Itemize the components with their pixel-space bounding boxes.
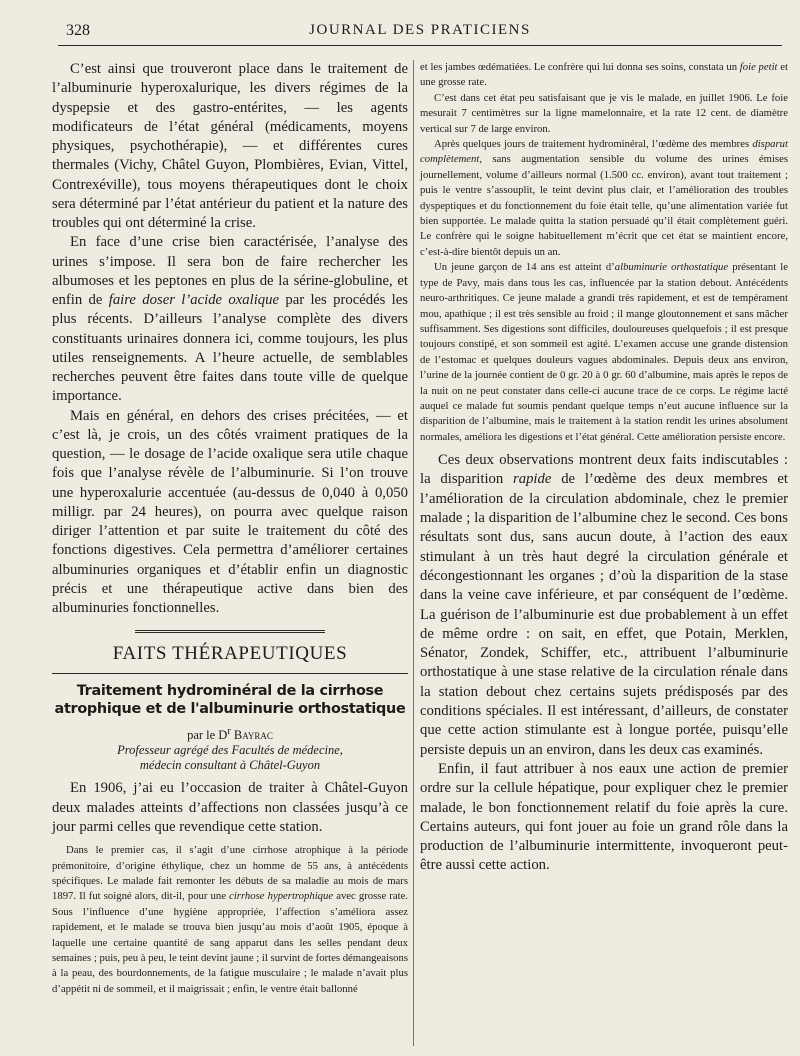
section-rule (52, 673, 408, 674)
paragraph: Ces deux observations montrent deux faits indiscutables : la disparition rapide de l’œdème des deux membres et l’amélioration de la circulation abdominale, chez le premier malade ; la disparition de l’albumine chez le second. Ces bons résultats sont dus, sans aucun doute, à l’action des eaux stimulant à un très haut degré la circulation générale et décongestionnant les organes ; d’où la disparition de la stase dans la veine cave inférieure, et par conséquent de l’œdème. La guérison de l’albuminurie est due probablement à un effet de même ordre : on sait, en effet, que Potain, Merklen, Sénator, Zondek, Schiffer, etc., attribuent l’albuminurie orthostatique à une stase relative de la circulation rénale dans la station debout chez certains sujets prédisposés par des conditions spéciales. Il est intéressant, d’ailleurs, de constater que cette action stimulante est à longue portée, puisqu’elle persiste depuis un an environ, dans les deux cas examinés. (420, 452, 788, 758)
page-header (58, 20, 782, 42)
paragraph: Mais en général, en dehors des crises précitées, — et c’est là, je crois, un des côtés vraiment pratiques de la question, — le dosage de l’acide oxalique sera utile chaque fois que l’analyse révèle de l’albuminurie. Si l’on trouve une hyperoxalurie accentuée (au-dessus de 0,040 à 0,050 milligr. par 24 heures), on pourra avec quelque raison diriger l’attention et par suite le traitement du côté des fonctions digestives. Cela permettra d’améliorer certaines albuminuries organiques et d’établir enfin un diagnostic précis et une thérapeutique active dans bien des albuminuries fonctionnelles. (52, 407, 408, 616)
case-paragraph: Un jeune garçon de 14 ans est atteint d’albuminurie orthostatique présentant le type de Pavy, mais dans tous les cas, influencée par la station debout. Antécédents neuro-arthritiques. Ce jeune malade a grandi très rapidement, et est de tempérament mou, apathique ; il est très sensible au froid ; il mange gloutonnement et sans mâcher suffisamment. Ses digestions sont difficiles, douloureuses quelquefois ; il est presque toujours constipé, et son sommeil est agité. L’examen accuse une grande distension de l’estomac et quelques douleurs vagues abdominales. Depuis deux ans environ, l’urine de la journée contient de 0 gr. 20 à 0 gr. 60 d’albumine, mais après le repos de la nuit on ne peut constater dans celle-ci aucune trace de ce corps. Le régime lacté auquel ce malade fut soumis pendant quelque temps n’eut aucune influence sur la disparition de l’albumine, mais le traitement à la station rendit les urines absolument normales, améliora les digestions et l’état général. Cette amélioration persiste encore. (420, 261, 788, 443)
column-divider (413, 60, 414, 1046)
journal-title: JOURNAL DES PRATICIENS (309, 22, 531, 38)
header-rule (58, 45, 782, 46)
case-paragraph: Après quelques jours de traitement hydrominéral, l’œdème des membres disparut complètement, sans augmentation sensible du volume des urines émises journellement, volume d’ailleurs normal (1.500 cc. environ), avant tout traitement ; puis le ventre s’assouplit, le teint devint plus clair, et l’amélioration des troubles dyspeptiques et du fonctionnement du foie était telle, qu’une alimentation variée fut bien supportée. Le malade quitta la station persuadé qu’il était complètement guéri. Le confrère qui le soigne habituellement m’écrit que cet état se maintient encore, c’est-à-dire bientôt depuis un an. (420, 138, 788, 258)
right-column (420, 60, 788, 1050)
author-affiliation: Professeur agrégé des Facultés de médecine, (117, 743, 343, 758)
case-paragraph: et les jambes œdématiées. Le confrère qui lui donna ses soins, constata un foie petit et une grosse rate. (420, 61, 788, 89)
case-paragraph: C’est dans cet état peu satisfaisant que je vis le malade, en juillet 1906. Le foie mesurait 7 centimètres sur la ligne mamelonnaire, et la rate 12 cent. de diamètre vertical sur 7 de large environ. (420, 91, 788, 135)
left-column (52, 60, 408, 1050)
author-affiliation: médecin consultant à Châtel-Guyon (139, 758, 321, 773)
page-number: 328 (66, 22, 90, 39)
section-separator (135, 630, 325, 633)
case-paragraph: Dans le premier cas, il s’agit d’une cirrhose atrophique à la période prémonitoire, d’origine éthylique, chez un homme de 55 ans, à antécédents spécifiques. Le malade fait remonter les débuts de sa maladie au mois de mars 1897. Il fut soigné alors, dit-il, pour une cirrhose hypertrophique avec grosse rate. Sous l’influence d’une hygiène appropriée, l’affection s’améliora assez rapidement, et le malade se trouva bien jusqu’au mois d’août 1905, époque à laquelle une certaine quantité de sang apparut dans les selles pendant deux semaines ; puis, peu à peu, le teint devint jaune ; il survint de fortes démangeaisons à la peau, des bourdonnements, de la fatigue musculaire ; le malade n’avait plus d’appétit ni de sommeil, et il maigrissait ; enfin, le ventre était ballonné (52, 844, 408, 995)
author-byline: par le $D^r$ Bayrac (187, 726, 273, 743)
paragraph: C’est ainsi que trouveront place dans le traitement de l’albuminurie hyperoxalurique, les divers régimes de la dyspepsie et des gastro-entérites, — les agents modificateurs de l’état général (médicaments, moyens physiques, psychothérapie), — et différentes cures thermales (Vichy, Châtel Guyon, Plombières, Evian, Vittel, Contrexéville), tous moyens thérapeutiques dont le choix sera déterminé par l’état antérieur du patient et la nature des troubles qui ont déterminé la crise. (52, 61, 408, 231)
section-title: FAITS THÉRAPEUTIQUES (112, 643, 348, 665)
paragraph: Enfin, il faut attribuer à nos eaux une action de premier ordre sur la cellule hépatique, pour expliquer chez le premier malade, le bon fonctionnement relatif du foie après la cure. Certains auteurs, qui font jouer au foie un grand rôle dans la production de l’albuminurie intermittente, invoqueront peut-être aussi cette action. (420, 760, 788, 874)
article-title: Traitement hydrominéral de la cirrhose atrophique et de l'albuminurie orthostatique (54, 683, 406, 718)
paragraph: En face d’une crise bien caractérisée, l’analyse des urines s’impose. Il sera bon de faire rechercher les albumoses et les peptones en plus de la sérine-globuline, et enfin de faire doser l’acide oxalique par les procédés les plus récents. D’ailleurs l’analyse complète des divers constituants urinaires donnera ici, comme toujours, les plus utiles renseignements. A l’heure actuelle, de semblables recherches peuvent être faites dans toute ville de quelque importance. (52, 234, 408, 405)
paragraph: En 1906, j’ai eu l’occasion de traiter à Châtel-Guyon deux malades atteints d’affections non classées jusqu’à ce jour parmi celles que revendique cette station. (52, 780, 408, 835)
